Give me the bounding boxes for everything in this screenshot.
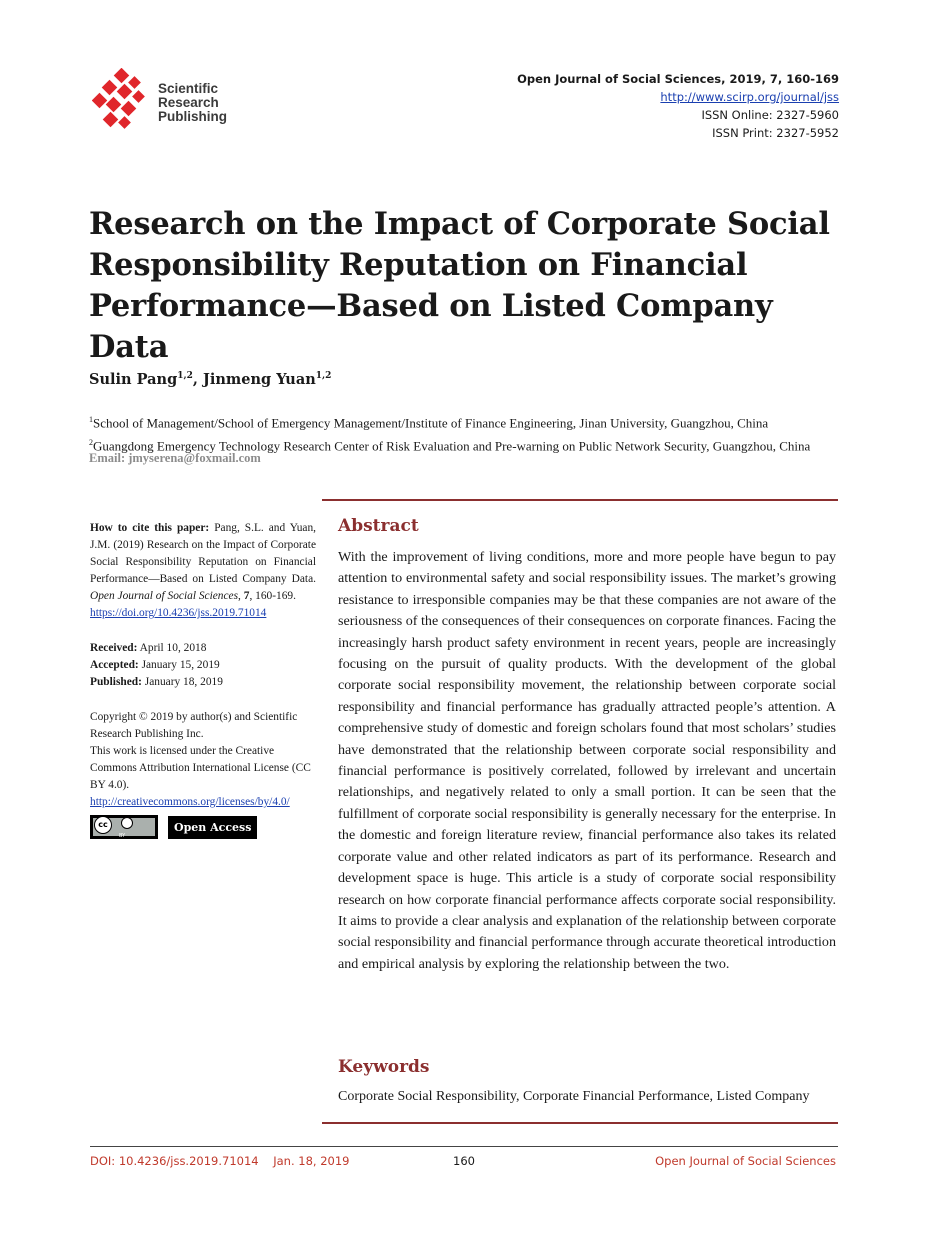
- accepted-label: Accepted:: [90, 659, 139, 671]
- abstract-bottom-rule: [322, 1122, 838, 1124]
- keywords-heading: Keywords: [338, 1057, 430, 1077]
- affiliation-sup: 2: [89, 437, 93, 447]
- published-label: Published:: [90, 676, 142, 688]
- license-badges: [90, 815, 316, 839]
- copyright-block: [90, 709, 316, 839]
- page-number: 160: [453, 1154, 475, 1168]
- how-to-cite: [90, 520, 316, 622]
- author-list: [89, 371, 331, 388]
- footer-doi: DOI: 10.4236/jss.2019.71014 Jan. 18, 2019: [90, 1154, 350, 1168]
- published-date: [90, 674, 316, 691]
- journal-url-link[interactable]: http://www.scirp.org/journal/jss: [660, 90, 839, 104]
- journal-citation: Open Journal of Social Sciences, 2019, 7, 160-169: [517, 72, 839, 86]
- cc-by-badge[interactable]: [90, 815, 158, 839]
- author-affiliation-sup: 1,2: [315, 371, 332, 382]
- cite-volume: 7: [243, 590, 250, 602]
- author-affiliation-sup: 1,2: [177, 371, 193, 382]
- author-email: Email: jmyserena@foxmail.com: [89, 451, 261, 465]
- issn-print: ISSN Print: 2327-5952: [712, 126, 839, 140]
- paper-title: [89, 204, 849, 368]
- license-link[interactable]: http://creativecommons.org/licenses/by/4.0/: [90, 796, 290, 808]
- article-info-sidebar: [90, 520, 316, 839]
- by-label: BY: [119, 833, 126, 839]
- received-date: [90, 640, 316, 657]
- accepted-date: [90, 657, 316, 674]
- cite-label: How to cite this paper:: [90, 522, 210, 534]
- title-line-3: Performance—Based on Listed Company Data: [89, 288, 773, 365]
- affiliation-text: School of Management/School of Emergency Management/Institute of Finance Engineering, Jinan University, Guangzhou, China: [93, 415, 769, 431]
- cite-pages: , 160-169.: [249, 590, 296, 602]
- title-line-2: Responsibility Reputation on Financial: [89, 247, 748, 283]
- affiliation-text: Guangdong Emergency Technology Research Center of Risk Evaluation and Pre-warning on Public Network Security, Guangzhou, China: [93, 438, 811, 454]
- footer-journal: Open Journal of Social Sciences: [655, 1154, 836, 1168]
- logo-text-line-1: Scientific: [158, 81, 219, 96]
- cite-journal: Open Journal of Social Sciences: [90, 590, 239, 602]
- abstract-heading: Abstract: [338, 516, 419, 536]
- accepted-value: January 15, 2019: [138, 659, 220, 671]
- abstract-text: With the improvement of living conditions, more and more people have begun to pay attention to environmental safety and social responsibility issues. The market’s growing resistance to irresponsible companies may be that these companies are not aware of the seriousness of the consequences of their consequences on corporate finances. Facing the increasingly harsh product safety environment in recent years, people are increasingly focusing on the pursuit of quality products. With the development of the global corporate social responsibility movement, the relationship between corporate social responsibility and financial performance has gradually attracted people’s attention. A comprehensive study of domestic and foreign scholars found that most scholars’ studies have demonstrated that the relationship between corporate social responsibility and financial performance is positively correlated, followed by irrelevant and uncertain relationships, and negatively related to only a small portion. It can be seen that the fulfillment of corporate social responsibility is generally necessary for the enterprise. In the domestic and foreign literature review, financial performance also takes its related corporate value and other related indicators as part of its performance. Research and development space is huge. This article is a study of corporate social responsibility research on how corporate financial performance affects corporate social responsibility. It aims to provide a clear analysis and explanation of the relationship between corporate social responsibility and financial performance through accurate theoretical introduction and empirical analysis by exploring the relationship between the two.: [338, 549, 836, 972]
- footer-rule: [90, 1146, 838, 1147]
- logo-text-line-2: Research: [158, 95, 219, 110]
- affiliations: [89, 410, 849, 456]
- affiliation-1: [89, 410, 849, 433]
- cite-text: Pang, S.L. and Yuan, J.M. (2019) Research on the Impact of Corporate Social Responsibility Reputation on Financial Performance—Based on Listed Company Data.: [90, 522, 316, 585]
- title-line-1: Research on the Impact of Corporate Social: [89, 206, 830, 242]
- affiliation-sup: 1: [89, 415, 93, 424]
- author-name: Jinmeng Yuan: [203, 371, 316, 388]
- keywords-text: Corporate Social Responsibility, Corporate Financial Performance, Listed Company: [338, 1089, 810, 1104]
- article-dates: [90, 640, 316, 691]
- abstract-top-rule: [322, 499, 838, 501]
- logo-text-line-3: Publishing: [158, 109, 227, 124]
- doi-link[interactable]: https://doi.org/10.4236/jss.2019.71014: [90, 607, 267, 619]
- received-label: Received:: [90, 642, 138, 654]
- scirp-diamond-logo-icon: [92, 68, 154, 134]
- journal-header: [517, 70, 839, 142]
- published-value: January 18, 2019: [141, 676, 223, 688]
- copyright-text: Copyright © 2019 by author(s) and Scientific Research Publishing Inc.: [90, 711, 298, 740]
- author-separator: ,: [192, 371, 203, 388]
- cc-icon: cc: [94, 816, 112, 834]
- issn-online: ISSN Online: 2327-5960: [701, 108, 839, 122]
- open-access-badge: Open Access: [168, 816, 257, 839]
- cite-separator: ,: [238, 590, 244, 602]
- publisher-logo: [92, 68, 252, 134]
- license-text: This work is licensed under the Creative Commons Attribution International License (CC BY 4.0).: [90, 745, 311, 791]
- author-name: Sulin Pang: [89, 371, 178, 388]
- received-value: April 10, 2018: [137, 642, 207, 654]
